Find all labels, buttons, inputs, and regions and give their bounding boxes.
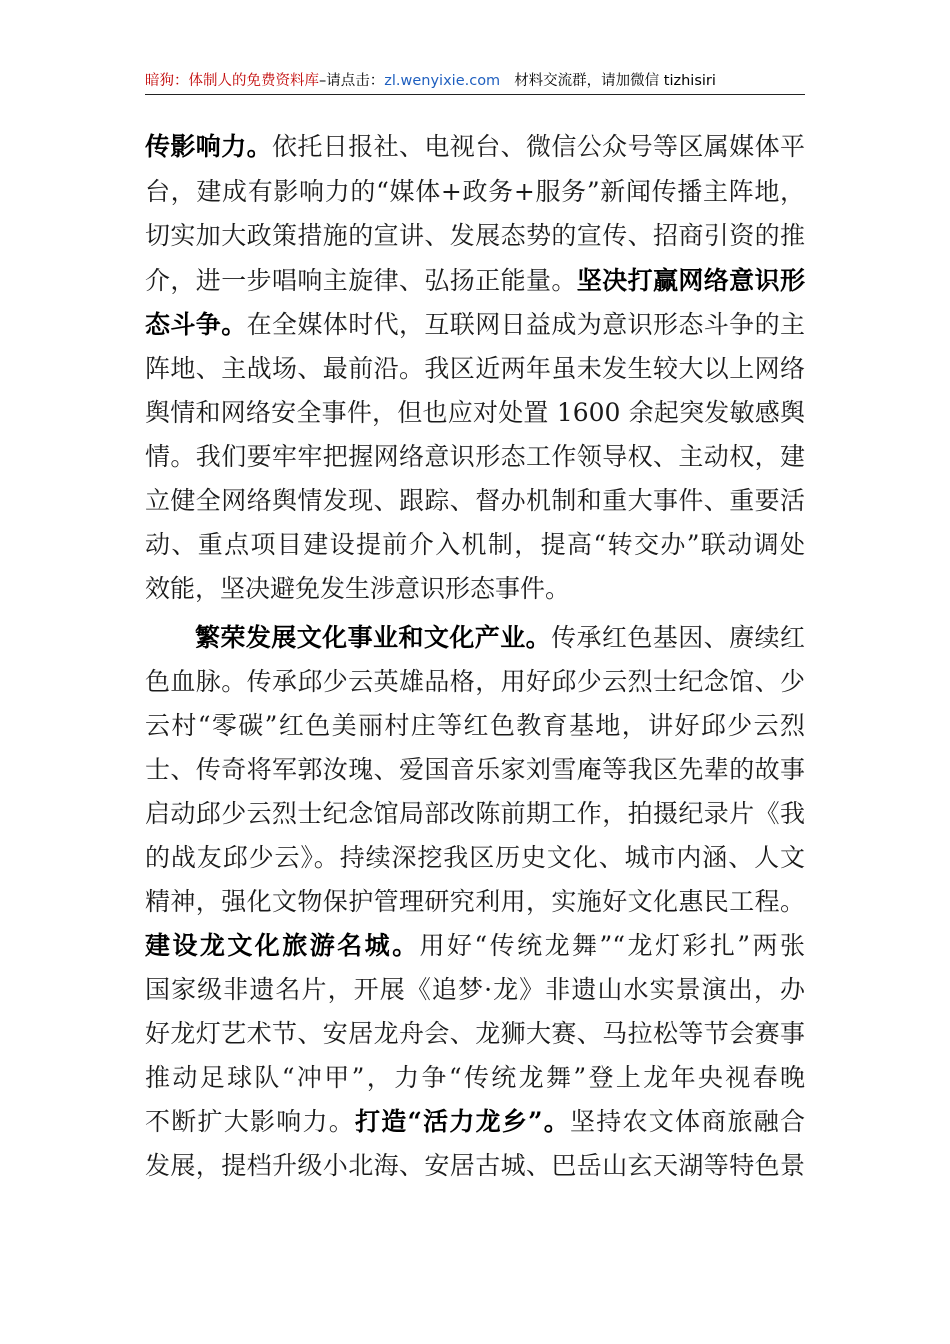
header-link[interactable]: zl.wenyixie.com [384,73,501,89]
text-line [145,130,805,164]
text-line [145,572,805,606]
text-line [145,841,805,875]
header-group-info: 材料交流群，请加微信 tizhisiri [514,73,716,89]
text-line [145,219,805,253]
body-text-segment: 士、传奇将军郭汝瑰、爱国音乐家刘雪庵等我区先辈的故事 [145,755,805,784]
header-brand: 暗狗：体制人的免费资料库 [145,73,319,89]
body-text-segment: 在全媒体时代，互联网日益成为意识形态斗争的主 [246,310,805,339]
body-text-segment: 发展，提档升级小北海、安居古城、巴岳山玄天湖等特色景 [145,1151,805,1180]
body-text-segment: 情。我们要牢牢把握网络意识形态工作领导权、主动权，建 [145,442,805,471]
body-text-segment: 用好“传统龙舞”“龙灯彩扎”两张 [419,931,805,960]
body-text-segment: 效能，坚决避免发生涉意识形态事件。 [145,574,571,603]
text-line [145,797,805,831]
text-line [145,621,805,655]
bold-heading-text: 繁荣发展文化事业和文化产业。 [195,623,552,652]
body-text-segment: 坚持农文体商旅融合 [570,1107,805,1136]
body-text-segment: 切实加大政策措施的宣讲、发展态势的宣传、招商引资的推 [145,221,805,250]
body-text-segment: 精神，强化文物保护管理研究利用，实施好文化惠民工程。 [145,887,805,916]
body-text-segment: 介，进一步唱响主旋律、弘扬正能量。 [145,266,577,295]
bold-heading-text: 态斗争。 [145,310,247,339]
body-text-segment: 云村“零碳”红色美丽村庄等红色教育基地，讲好邱少云烈 [145,711,805,740]
text-line [145,1017,805,1051]
bold-heading-text: 打造“活力龙乡”。 [355,1107,570,1136]
bold-heading-text: 坚决打赢网络意识形 [576,266,805,295]
text-line [145,929,805,963]
body-text-segment: 启动邱少云烈士纪念馆局部改陈前期工作，拍摄纪录片《我 [145,799,805,828]
text-line [145,440,805,474]
body-text-segment: 国家级非遗名片，开展《追梦·龙》非遗山水实景演出，办 [145,975,805,1004]
text-line [145,396,805,430]
text-line [145,1149,805,1183]
text-line [145,885,805,919]
body-text-segment: 依托日报社、电视台、微信公众号等区属媒体平 [272,132,805,161]
text-line [145,753,805,787]
text-line [145,973,805,1007]
header-click-prompt: –请点击： [319,73,385,89]
body-text-segment: 色血脉。传承邱少云英雄品格，用好邱少云烈士纪念馆、少 [145,667,805,696]
body-text-segment: 好龙灯艺术节、安居龙舟会、龙狮大赛、马拉松等节会赛事 [145,1019,805,1048]
text-line [145,175,805,209]
text-line [145,709,805,743]
bold-heading-text: 建设龙文化旅游名城。 [145,931,420,960]
body-text-segment: 推动足球队“冲甲”，力争“传统龙舞”登上龙年央视春晚 [145,1063,805,1092]
bold-heading-text: 传影响力。 [145,132,272,161]
body-text-segment: 动、重点项目建设提前介入机制，提高“转交办”联动调处 [145,530,805,559]
body-text-segment: 传承红色基因、赓续红 [551,623,805,652]
text-line [145,1105,805,1139]
body-text-segment: 的战友邱少云》。持续深挖我区历史文化、城市内涵、人文 [145,843,805,872]
body-text-segment: 不断扩大影响力。 [145,1107,355,1136]
text-line [145,352,805,386]
text-line [145,1061,805,1095]
text-line [145,308,805,342]
body-text-segment: 阵地、主战场、最前沿。我区近两年虽未发生较大以上网络 [145,354,805,383]
text-line [145,665,805,699]
text-line [145,528,805,562]
text-line [145,484,805,518]
body-text-segment: 立健全网络舆情发现、跟踪、督办机制和重大事件、重要活 [145,486,805,515]
body-text-segment: 舆情和网络安全事件，但也应对处置 1600 余起突发敏感舆 [145,398,805,427]
body-text-segment: 台，建成有影响力的“媒体+政务+服务”新闻传播主阵地， [145,177,805,206]
page-header [145,68,805,95]
text-line [145,264,805,298]
